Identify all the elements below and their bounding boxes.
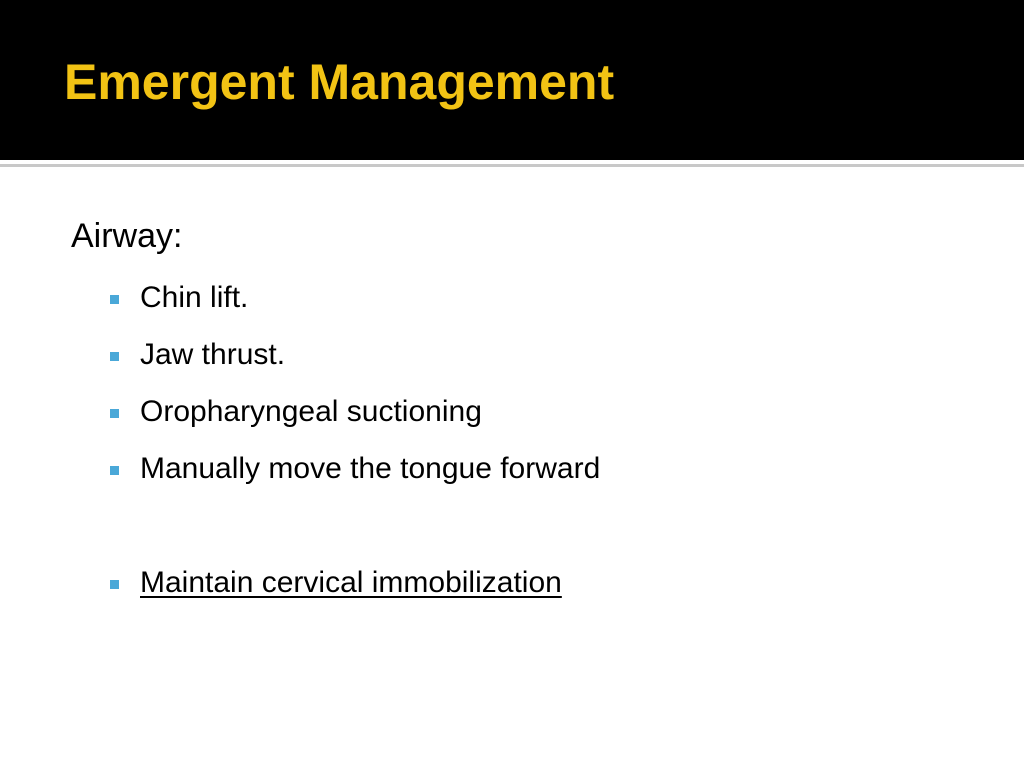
square-bullet-icon bbox=[110, 466, 119, 475]
bullet-text-underlined: Maintain cervical immobilization bbox=[140, 566, 562, 599]
section-heading: Airway: bbox=[71, 217, 183, 255]
bullet-text: Manually move the tongue forward bbox=[140, 452, 601, 485]
bullet-text: Chin lift. bbox=[140, 281, 249, 314]
bullet-text: Oropharyngeal suctioning bbox=[140, 395, 482, 428]
square-bullet-icon bbox=[110, 409, 119, 418]
square-bullet-icon bbox=[110, 295, 119, 304]
bullet-text: Jaw thrust. bbox=[140, 338, 286, 371]
square-bullet-icon bbox=[110, 352, 119, 361]
slide-title: Emergent Management bbox=[64, 54, 615, 110]
square-bullet-icon bbox=[110, 580, 119, 589]
